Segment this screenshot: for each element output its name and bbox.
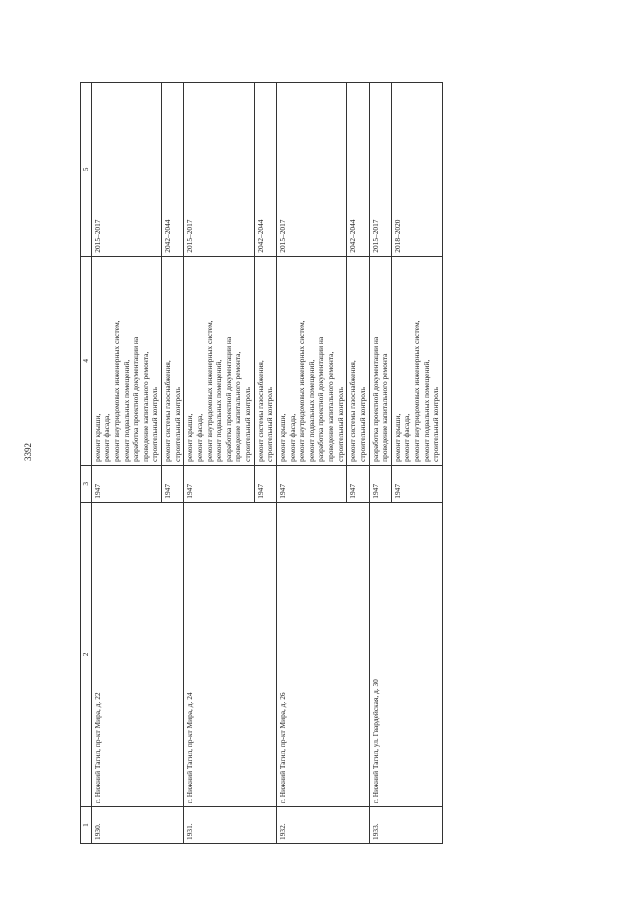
table-row [91, 83, 161, 844]
works-cell [162, 256, 184, 465]
work-item: ремонт внутридомовых инженерных систем, [111, 320, 121, 462]
year-cell: 1947 [276, 465, 346, 502]
table-row [276, 83, 346, 844]
work-item: ремонт фасада, [194, 413, 204, 462]
row-number: 1932. [276, 807, 369, 844]
work-item: ремонт внутридомовых инженерных систем, [297, 320, 307, 462]
work-item: ремонт системы газоснабжения, [163, 360, 172, 462]
work-item: ремонт подвальных помещений, [214, 359, 224, 462]
year-cell: 1947 [162, 465, 184, 502]
year-cell: 1947 [391, 465, 442, 502]
work-item: проведение капитального ремонта [380, 353, 390, 462]
header-col-1: 1 [81, 807, 92, 844]
work-item: ремонт крыши, [92, 413, 102, 462]
work-item: ремонт подвальных помещений, [121, 359, 131, 462]
rotated-table-wrapper [80, 82, 530, 844]
period-cell: 2042–2044 [254, 83, 276, 257]
work-item: строительный контроль [172, 387, 182, 462]
work-item: строительный контроль [265, 387, 275, 462]
work-item: ремонт внутридомовых инженерных систем, [204, 320, 214, 462]
period-cell: 2042–2044 [162, 83, 184, 257]
period-cell: 2015–2017 [91, 83, 161, 257]
year-cell: 1947 [184, 465, 254, 502]
work-item: строительный контроль [431, 387, 441, 462]
work-item: проведение капитального ремонта, [140, 351, 150, 462]
work-item: ремонт фасада, [102, 413, 112, 462]
work-item: ремонт крыши, [185, 413, 195, 462]
works-cell [347, 256, 369, 465]
work-item: разработка проектной документации на [131, 336, 141, 462]
address-cell: г. Нижний Тагил, пр-кт Мира, д. 26 [276, 502, 369, 806]
works-cell [391, 256, 442, 465]
work-item: строительный контроль [243, 387, 252, 462]
period-cell: 2015–2017 [369, 83, 391, 257]
work-item: проведение капитального ремонта, [233, 351, 243, 462]
works-cell [254, 256, 276, 465]
header-col-2: 2 [81, 502, 92, 806]
works-cell [184, 256, 254, 465]
work-item: ремонт фасада, [287, 413, 297, 462]
work-item: ремонт системы газоснабжения, [255, 360, 265, 462]
capital-repair-table [80, 82, 443, 844]
work-item: ремонт крыши, [277, 413, 287, 462]
row-number: 1930. [91, 807, 184, 844]
work-item: ремонт внутридомовых инженерных систем, [412, 320, 421, 462]
work-item: строительный контроль [150, 387, 160, 462]
address-cell: г. Нижний Тагил, ул. Гвардейская, д. 30 [369, 502, 442, 806]
works-cell [276, 256, 346, 465]
work-item: ремонт подвальных помещений, [421, 359, 431, 462]
period-cell: 2042–2044 [347, 83, 369, 257]
table-row [184, 83, 254, 844]
work-item: ремонт фасада, [402, 413, 412, 462]
period-cell: 2018–2020 [391, 83, 442, 257]
work-item: строительный контроль [335, 387, 345, 462]
work-item: разработка проектной документации на [316, 336, 326, 462]
row-number: 1933. [369, 807, 442, 844]
period-cell: 2015–2017 [184, 83, 254, 257]
work-item: ремонт подвальных помещений, [306, 359, 316, 462]
page-number: 3392 [23, 443, 33, 461]
work-item: ремонт крыши, [392, 413, 402, 462]
header-row [81, 83, 92, 844]
header-col-3: 3 [81, 465, 92, 502]
works-cell [369, 256, 391, 465]
work-item: проведение капитального ремонта, [326, 351, 335, 462]
year-cell: 1947 [91, 465, 161, 502]
work-item: строительный контроль [357, 387, 367, 462]
address-cell: г. Нижний Тагил, пр-кт Мира, д. 24 [184, 502, 277, 806]
year-cell: 1947 [347, 465, 369, 502]
year-cell: 1947 [369, 465, 391, 502]
works-cell [91, 256, 161, 465]
row-number: 1931. [184, 807, 277, 844]
header-col-5: 5 [81, 83, 92, 257]
table-row [369, 83, 391, 844]
address-cell: г. Нижний Тагил, пр-кт Мира, д. 22 [91, 502, 184, 806]
header-col-4: 4 [81, 256, 92, 465]
document-page [80, 82, 530, 844]
period-cell: 2015–2017 [276, 83, 346, 257]
work-item: ремонт системы газоснабжения, [348, 360, 358, 462]
work-item: разработка проектной документации на [223, 336, 233, 462]
work-item: разработка проектной документации на [370, 336, 380, 462]
year-cell: 1947 [254, 465, 276, 502]
